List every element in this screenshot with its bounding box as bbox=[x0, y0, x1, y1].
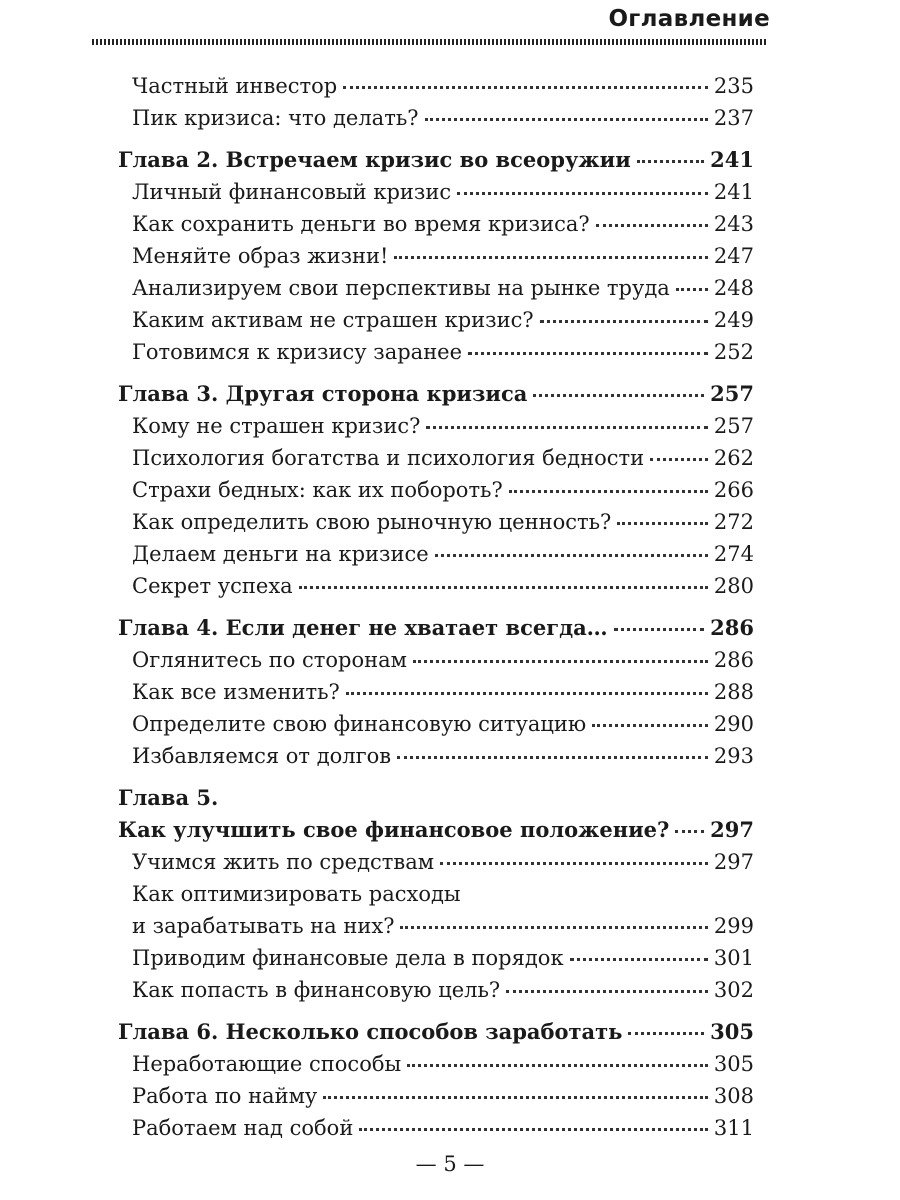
toc-entry-page: 297 bbox=[713, 850, 754, 874]
toc-entry[interactable] bbox=[118, 442, 754, 474]
toc-entry[interactable] bbox=[118, 910, 754, 942]
toc-entry-title: Учимся жить по средствам bbox=[132, 850, 435, 874]
toc-entry-page: 301 bbox=[713, 946, 754, 970]
toc-entry-page: 299 bbox=[713, 914, 754, 938]
toc-entry-page: 293 bbox=[713, 744, 754, 768]
dot-leader bbox=[614, 628, 704, 631]
toc-entry-title: Частный инвестор bbox=[132, 74, 338, 98]
header-dotted-rule bbox=[92, 39, 767, 45]
toc-chapter-3 bbox=[118, 378, 754, 602]
toc-entry[interactable] bbox=[118, 974, 754, 1006]
toc-entry-title: Психология богатства и психология бедности bbox=[132, 446, 645, 470]
dot-leader bbox=[540, 320, 708, 323]
toc-entry-page: 280 bbox=[713, 574, 754, 598]
toc-entry-title: Как все изменить? bbox=[132, 680, 340, 704]
toc-entry-page: 243 bbox=[713, 212, 754, 236]
toc-entry-page: 266 bbox=[713, 478, 754, 502]
dot-leader bbox=[457, 192, 708, 195]
toc-entry[interactable] bbox=[118, 1048, 754, 1080]
chapter-title: Глава 6. Несколько способов заработать bbox=[118, 1019, 623, 1044]
toc-entry-page: 248 bbox=[713, 276, 754, 300]
chapter-page: 297 bbox=[710, 817, 754, 842]
toc-chapter-6 bbox=[118, 1016, 754, 1144]
dot-leader bbox=[637, 160, 704, 163]
toc-entry[interactable] bbox=[118, 474, 754, 506]
toc-entry-title: Страхи бедных: как их побороть? bbox=[132, 478, 503, 502]
dot-leader bbox=[570, 958, 708, 961]
toc-entry-page: 241 bbox=[713, 180, 754, 204]
toc-entry[interactable] bbox=[118, 1112, 754, 1144]
toc-entry[interactable] bbox=[118, 336, 754, 368]
toc-entry-page: 257 bbox=[713, 414, 754, 438]
dot-leader bbox=[468, 352, 708, 355]
chapter-page: 241 bbox=[710, 147, 754, 172]
dot-leader bbox=[435, 554, 708, 557]
toc-entry-title: Неработающие способы bbox=[132, 1052, 402, 1076]
toc-entry-title: Как сохранить деньги во время кризиса? bbox=[132, 212, 590, 236]
toc-entry[interactable] bbox=[118, 208, 754, 240]
chapter-heading[interactable] bbox=[118, 814, 754, 846]
dot-leader bbox=[533, 394, 704, 397]
toc-entry-title-line1: Как оптимизировать расходы bbox=[132, 882, 461, 906]
dot-leader bbox=[400, 926, 707, 929]
chapter-title: Как улучшить свое финансовое положение? bbox=[118, 817, 670, 842]
toc-entry-page: 272 bbox=[713, 510, 754, 534]
toc-entry-title: Делаем деньги на кризисе bbox=[132, 542, 429, 566]
toc-entry-page: 249 bbox=[713, 308, 754, 332]
dot-leader bbox=[592, 724, 708, 727]
toc-entry-title: и зарабатывать на них? bbox=[132, 914, 395, 938]
toc-entry-title: Как определить свою рыночную ценность? bbox=[132, 510, 612, 534]
toc-entry-title: Каким активам не страшен кризис? bbox=[132, 308, 534, 332]
toc-entry-page: 235 bbox=[713, 74, 754, 98]
dot-leader bbox=[676, 288, 708, 291]
chapter-heading-line1[interactable] bbox=[118, 782, 754, 814]
dot-leader bbox=[509, 490, 708, 493]
toc-entry-title: Избавляемся от долгов bbox=[132, 744, 392, 768]
page-header-title: Оглавление bbox=[608, 6, 770, 32]
chapter-title: Глава 2. Встречаем кризис во всеоружии bbox=[118, 147, 631, 172]
toc-entry[interactable] bbox=[118, 942, 754, 974]
chapter-page: 257 bbox=[710, 381, 754, 406]
toc-entry-title: Приводим финансовые дела в порядок bbox=[132, 946, 564, 970]
toc-chapter-2 bbox=[118, 144, 754, 368]
toc-entry-line1[interactable] bbox=[118, 878, 754, 910]
toc-entry[interactable] bbox=[118, 176, 754, 208]
dot-leader bbox=[323, 1096, 708, 1099]
toc-entry-page: 311 bbox=[713, 1116, 754, 1140]
toc-entry-page: 288 bbox=[713, 680, 754, 704]
chapter-title-line1: Глава 5. bbox=[118, 785, 219, 810]
toc-chapter-5 bbox=[118, 782, 754, 1006]
toc-entry-title: Работаем над собой bbox=[132, 1116, 354, 1140]
toc-entry[interactable] bbox=[118, 410, 754, 442]
toc-entry[interactable] bbox=[118, 676, 754, 708]
table-of-contents bbox=[118, 70, 754, 1154]
toc-entry-page: 308 bbox=[713, 1084, 754, 1108]
toc-entry[interactable] bbox=[118, 538, 754, 570]
toc-entry[interactable] bbox=[118, 570, 754, 602]
dot-leader bbox=[397, 756, 708, 759]
toc-entry-page: 262 bbox=[713, 446, 754, 470]
dot-leader bbox=[596, 224, 708, 227]
toc-entry-page: 237 bbox=[713, 106, 754, 130]
dot-leader bbox=[299, 586, 708, 589]
page-number: — 5 — bbox=[415, 1152, 485, 1176]
toc-entry[interactable] bbox=[118, 644, 754, 676]
chapter-page: 305 bbox=[710, 1019, 754, 1044]
dot-leader bbox=[426, 426, 708, 429]
chapter-heading[interactable] bbox=[118, 612, 754, 644]
chapter-heading[interactable] bbox=[118, 1016, 754, 1048]
toc-entry-page: 247 bbox=[713, 244, 754, 268]
toc-entry-page: 252 bbox=[713, 340, 754, 364]
toc-entry-title: Кому не страшен кризис? bbox=[132, 414, 421, 438]
toc-entry[interactable] bbox=[118, 846, 754, 878]
toc-entry-title: Готовимся к кризису заранее bbox=[132, 340, 463, 364]
dot-leader bbox=[675, 830, 704, 833]
chapter-title: Глава 4. Если денег не хватает всегда… bbox=[118, 615, 608, 640]
toc-entry[interactable] bbox=[118, 102, 754, 134]
dot-leader bbox=[650, 458, 708, 461]
toc-entry-title: Определите свою финансовую ситуацию bbox=[132, 712, 587, 736]
toc-entry-title: Меняйте образ жизни! bbox=[132, 244, 389, 268]
dot-leader bbox=[628, 1032, 704, 1035]
toc-entry[interactable] bbox=[118, 1080, 754, 1112]
toc-entry-title: Секрет успеха bbox=[132, 574, 293, 598]
toc-entry-page: 274 bbox=[713, 542, 754, 566]
toc-chapter-4 bbox=[118, 612, 754, 772]
toc-entry[interactable] bbox=[118, 240, 754, 272]
toc-entry[interactable] bbox=[118, 70, 754, 102]
toc-entry-title: Как попасть в финансовую цель? bbox=[132, 978, 501, 1002]
chapter-page: 286 bbox=[710, 615, 754, 640]
dot-leader bbox=[506, 990, 708, 993]
dot-leader bbox=[617, 522, 708, 525]
toc-entry[interactable] bbox=[118, 304, 754, 336]
dot-leader bbox=[359, 1128, 708, 1131]
dot-leader bbox=[346, 692, 708, 695]
toc-entry[interactable] bbox=[118, 272, 754, 304]
toc-entry-page: 302 bbox=[713, 978, 754, 1002]
toc-entry-title: Пик кризиса: что делать? bbox=[132, 106, 419, 130]
dot-leader bbox=[407, 1064, 708, 1067]
toc-group-continued bbox=[118, 70, 754, 134]
toc-entry-page: 286 bbox=[713, 648, 754, 672]
toc-entry-page: 305 bbox=[713, 1052, 754, 1076]
dot-leader bbox=[343, 86, 708, 89]
toc-entry[interactable] bbox=[118, 708, 754, 740]
toc-entry[interactable] bbox=[118, 740, 754, 772]
toc-entry-title: Личный финансовый кризис bbox=[132, 180, 452, 204]
toc-entry[interactable] bbox=[118, 506, 754, 538]
dot-leader bbox=[413, 660, 708, 663]
chapter-title: Глава 3. Другая сторона кризиса bbox=[118, 381, 528, 406]
toc-entry-title: Оглянитесь по сторонам bbox=[132, 648, 407, 672]
toc-entry-title: Анализируем свои перспективы на рынке труда bbox=[132, 276, 670, 300]
toc-entry-page: 290 bbox=[713, 712, 754, 736]
dot-leader bbox=[394, 256, 707, 259]
toc-entry-title: Работа по найму bbox=[132, 1084, 318, 1108]
dot-leader bbox=[440, 862, 708, 865]
chapter-heading[interactable] bbox=[118, 378, 754, 410]
dot-leader bbox=[425, 118, 708, 121]
chapter-heading[interactable] bbox=[118, 144, 754, 176]
